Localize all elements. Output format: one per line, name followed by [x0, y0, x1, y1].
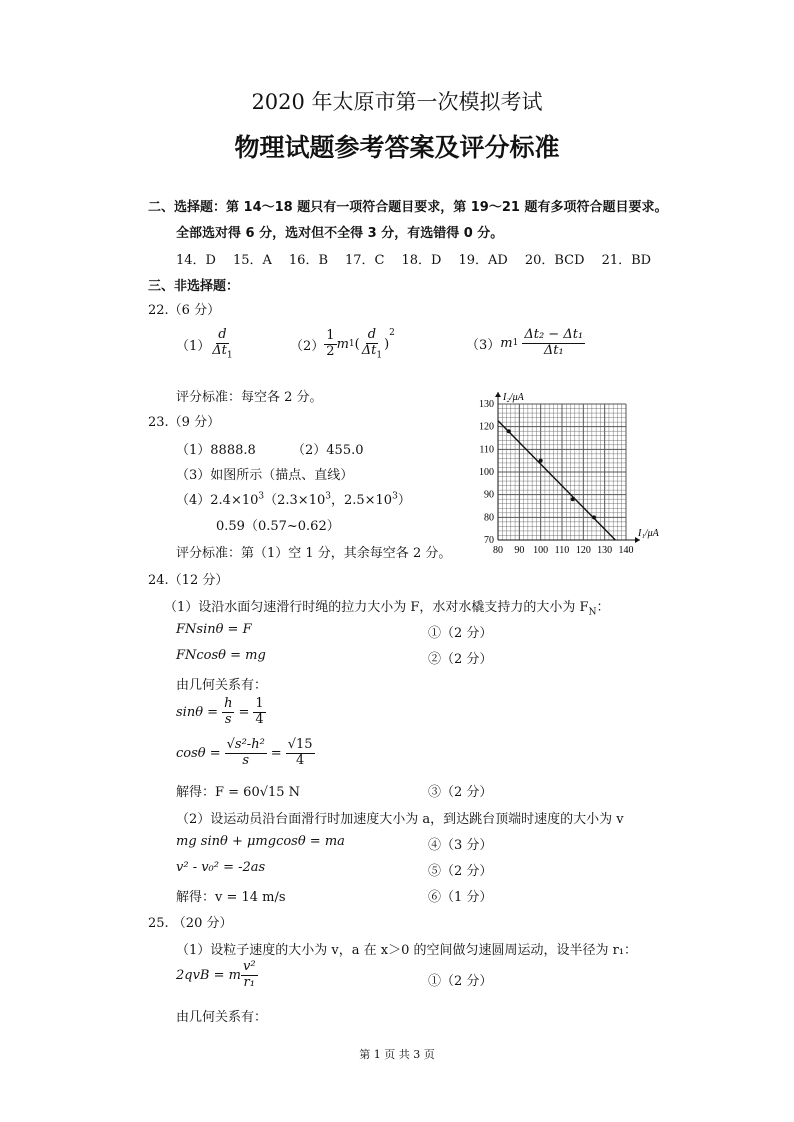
q25-geometry-label: 由几何关系有：: [176, 1010, 268, 1025]
section2-instructions-line2: 全部选对得 6 分，选对但不全得 3 分，有选错得 0 分。: [176, 226, 504, 241]
q22-answer-1: （1） $\frac{d}{\Delta t_1}$: [176, 327, 233, 361]
x-tick-label: 130: [597, 545, 613, 556]
q24-cos-relation: cosθ = $\frac{\text{√s²-h²}}{s}$ = $\frac{√15}{4}$: [176, 737, 313, 768]
q24-solution-1-score: ③（2 分）: [428, 785, 493, 800]
q24-eq1: FNsinθ = F: [176, 622, 252, 637]
choice-answers: [176, 249, 651, 268]
q25-eq1: 2qvB = m $\frac{\text{v²}}{\text{r₁}}$: [176, 959, 256, 990]
section2-instructions-line1: 二、选择题：第 14～18 题只有一项符合题目要求，第 19～21 题有多项符合题目要求。: [148, 200, 668, 215]
answer-19: 19．AD: [458, 253, 508, 268]
q22-scoring: 评分标准：每空各 2 分。: [176, 390, 323, 405]
x-tick-label: 140: [618, 545, 634, 556]
q24-solution-2: 解得：v = 14 m/s: [176, 890, 286, 905]
q24-eq1-score: ①（2 分）: [428, 626, 493, 641]
q24-geometry-label: 由几何关系有：: [176, 678, 268, 693]
q22-answer-2: （2） $\frac{1}{2}$ m 1 ( $\frac{d}{\Delta t_1}$ ) $^2$: [290, 327, 395, 361]
q25-heading: 25. （20 分）: [148, 916, 233, 931]
answer-18: 18．D: [401, 253, 442, 268]
q23-answer-4b: 0.59（0.57~0.62）: [216, 519, 340, 534]
answer-16: 16．B: [288, 253, 329, 268]
q23-answer-1: （1）8888.8: [176, 443, 256, 458]
data-point: [539, 459, 543, 463]
q24-heading: 24.（12 分）: [148, 573, 229, 588]
fit-line: [498, 421, 615, 540]
answer-14: 14．D: [176, 253, 216, 268]
fraction: $\frac{1}{2}$: [326, 328, 335, 359]
q22-heading: 22.（6 分）: [148, 303, 221, 318]
fraction: $\frac{\text{Δt₂ − Δt₁}}{\text{Δt₁}}$: [524, 327, 584, 358]
q24-part2-setup: （2）设运动员沿台面滑行时加速度大小为 a，到达跳台顶端时速度的大小为 v: [176, 812, 624, 827]
y-tick-label: 110: [479, 444, 494, 456]
q24-eq5: v² - v₀² = -2as: [176, 860, 266, 875]
y-tick-label: 90: [484, 489, 494, 501]
q24-eq4: mg sinθ + μmgcosθ = ma: [176, 834, 345, 849]
x-tick-label: 120: [575, 545, 591, 556]
x-tick-label: 90: [514, 545, 525, 556]
y-tick-label: 70: [484, 535, 494, 546]
x-axis-label: I₁/μA: [638, 528, 659, 539]
q24-eq4-score: ④（3 分）: [428, 838, 493, 853]
data-point: [571, 497, 575, 501]
q23-answer-4: $(4)2.4\times 10^3(2.3\times 10^3$，$2.5\times 10^3$）: [176, 491, 411, 508]
q25-eq1-score: ①（2 分）: [428, 974, 493, 989]
q24-solution-2-score: ⑥（1 分）: [428, 890, 493, 905]
y-tick-label: 100: [479, 467, 494, 478]
q24-eq2-score: ②（2 分）: [428, 652, 493, 667]
i2-vs-i1-graph: [466, 390, 698, 560]
x-tick-label: 100: [533, 545, 549, 556]
answer-key-title: 物理试题参考答案及评分标准: [234, 133, 560, 162]
answer-20: 20．BCD: [524, 253, 585, 268]
q24-part1-setup: （1）设沿水面匀速滑行时绳的拉力大小为 F，水对水橇支持力的大小为 $F_N$：: [164, 600, 610, 618]
section3-title: 三、非选择题：: [148, 279, 240, 294]
y-tick-label: 80: [484, 512, 494, 524]
y-tick-label: 130: [479, 399, 494, 410]
answer-17: 17．C: [345, 253, 385, 268]
answer-21: 21．BD: [601, 253, 652, 268]
q22-answer-3: （3） m 1 $\frac{\text{Δt₂ − Δt₁}}{\text{Δt₁}}$: [466, 327, 584, 358]
page-number: 第 1 页 共 3 页: [359, 1048, 435, 1061]
q24-eq2: FNcosθ = mg: [176, 648, 266, 663]
q23-heading: 23.（9 分）: [148, 415, 221, 430]
data-point: [592, 515, 596, 519]
q23-scoring: 评分标准：第（1）空 1 分，其余每空各 2 分。: [176, 546, 452, 561]
answer-15: 15．A: [232, 253, 272, 268]
fraction: $\frac{d}{\Delta t_1}$: [361, 327, 383, 361]
y-axis-label: I₂/μA: [503, 392, 524, 403]
q24-sin-relation: sinθ = $\frac{h}{s}$ = $\frac{1}{4}$: [176, 696, 264, 727]
q24-eq5-score: ⑤（2 分）: [428, 864, 493, 879]
data-point: [507, 429, 511, 433]
q23-answer-2: （2）455.0: [292, 443, 364, 458]
y-tick-label: 120: [479, 421, 494, 433]
y-axis-arrow: [495, 392, 501, 397]
q23-answer-3: （3）如图所示（描点、直线）: [176, 468, 354, 483]
fraction: $\frac{d}{\Delta t_1}$: [212, 327, 233, 361]
q24-solution-1: 解得：F = 60√15 N: [176, 785, 301, 800]
x-tick-label: 110: [554, 545, 570, 556]
x-tick-label: 80: [493, 545, 503, 556]
q25-part1-setup: （1）设粒子速度的大小为 v，a 在 x＞0 的空间做匀速圆周运动，设半径为 r₁：: [176, 943, 638, 958]
exam-title: 2020 年太原市第一次模拟考试: [251, 90, 543, 114]
